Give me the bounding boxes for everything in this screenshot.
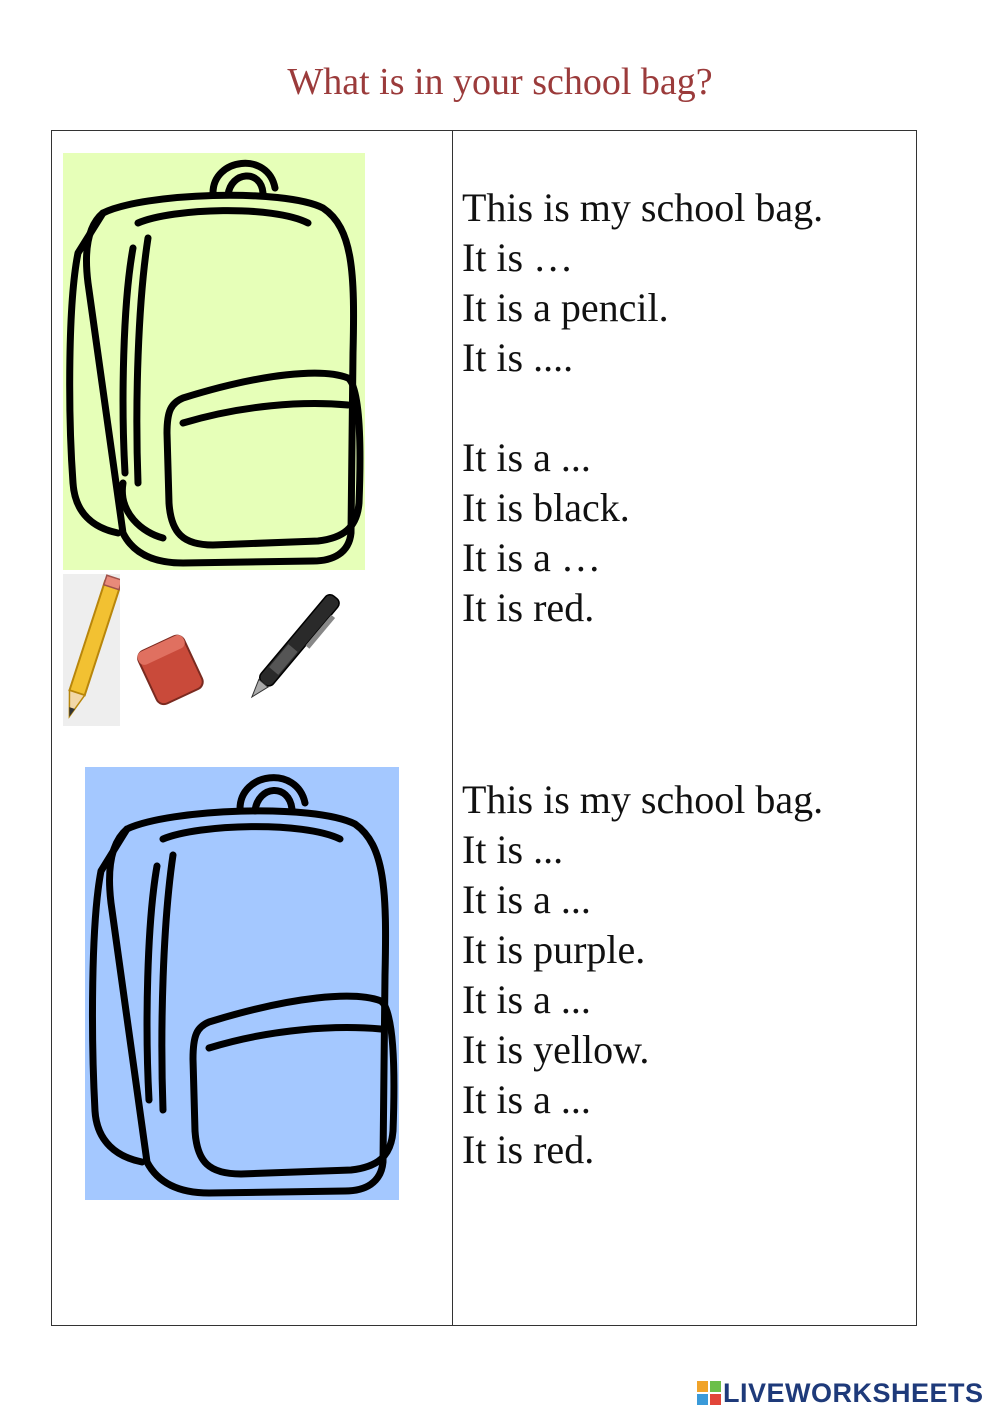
text-line: This is my school bag.: [462, 185, 824, 230]
text-line: It is …: [462, 235, 574, 280]
blue-backpack-background: [85, 767, 399, 1200]
green-backpack-background: [63, 153, 365, 570]
text-line: It is black.: [462, 485, 630, 530]
text-line: It is red.: [462, 585, 595, 630]
page-title: What is in your school bag?: [287, 61, 713, 103]
blue-backpack-image: [85, 767, 399, 1200]
section-1-text: [462, 183, 823, 633]
text-line: It is a …: [462, 535, 601, 580]
text-line: It is a pencil.: [462, 285, 669, 330]
green-backpack-image: [63, 153, 365, 570]
liveworksheets-brand: [697, 1378, 984, 1408]
section-2-text: [462, 775, 823, 1175]
text-line: This is my school bag.: [462, 777, 824, 822]
text-line: It is a ...: [462, 977, 591, 1022]
text-line: It is ...: [462, 827, 564, 872]
text-line: It is a ...: [462, 877, 591, 922]
liveworksheets-logo-icon: [697, 1381, 721, 1405]
brand-name: LIVEWORKSHEETS: [723, 1377, 984, 1408]
pencil-icon: [63, 574, 120, 726]
blank-line: [462, 383, 823, 433]
eraser-icon: [133, 625, 208, 713]
text-line: It is a ...: [462, 435, 591, 480]
text-line: It is a ...: [462, 1077, 591, 1122]
column-divider: [452, 130, 453, 1326]
text-line: It is purple.: [462, 927, 646, 972]
text-line: It is ....: [462, 335, 574, 380]
text-line: It is red.: [462, 1127, 595, 1172]
pen-icon: [245, 578, 342, 718]
text-line: It is yellow.: [462, 1027, 650, 1072]
